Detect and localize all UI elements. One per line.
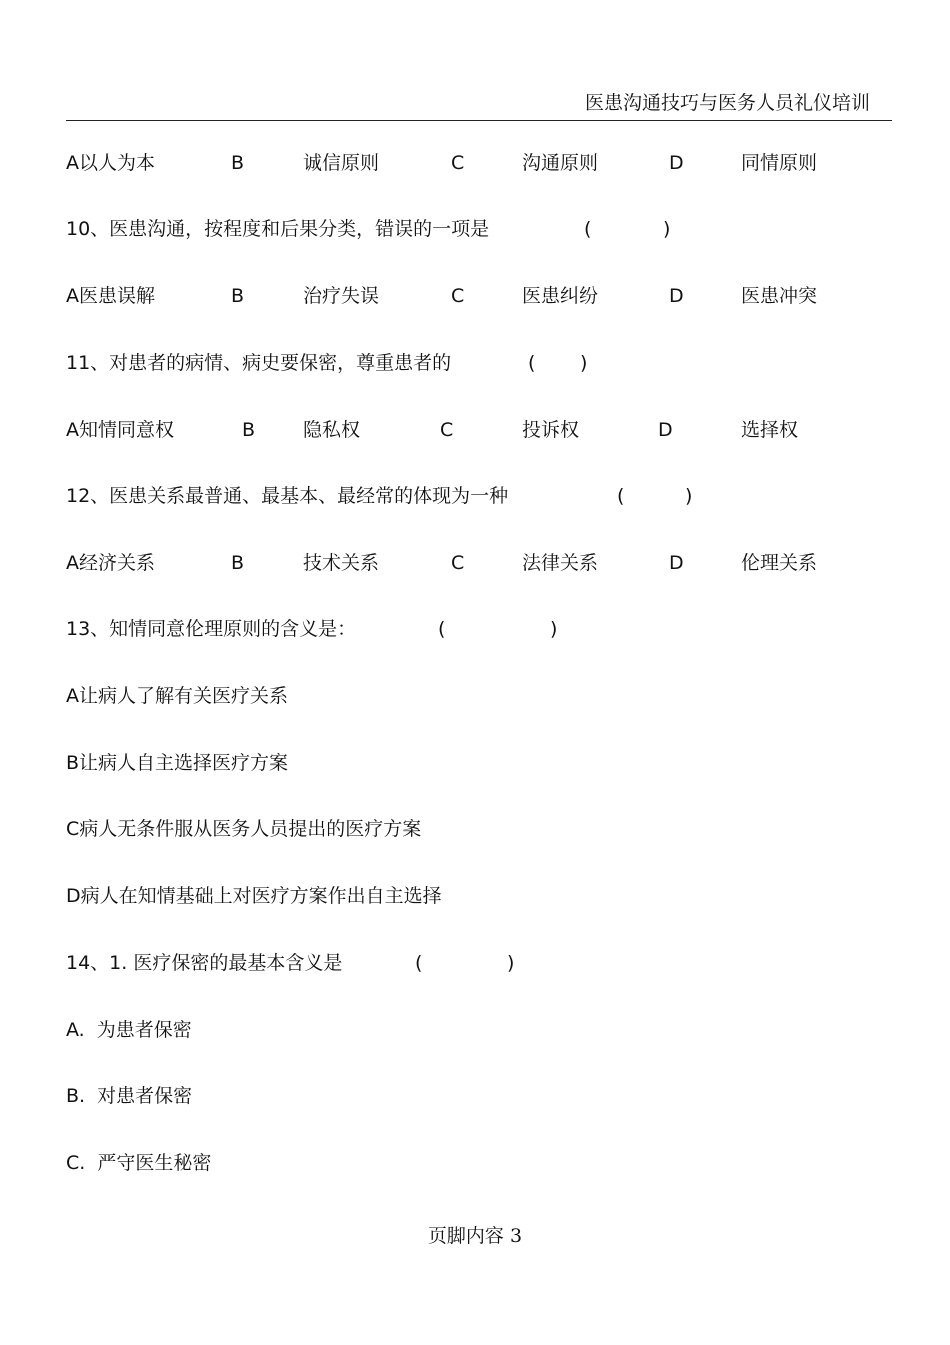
option-d-letter: D <box>669 552 684 574</box>
option-b-text: 诚信原则 <box>303 152 380 174</box>
q10-paren-close: ) <box>663 218 671 240</box>
q13-option-b: B让病人自主选择医疗方案 <box>66 752 289 774</box>
page-header-title: 医患沟通技巧与医务人员礼仪培训 <box>584 92 870 114</box>
option-d-text: 伦理关系 <box>741 552 818 574</box>
q13-option-a: A让病人了解有关医疗关系 <box>66 685 288 707</box>
q11-paren-close: ) <box>580 352 588 374</box>
option-b-letter: B <box>231 152 245 174</box>
option-c-text: 投诉权 <box>522 419 580 441</box>
q12-paren-close: ) <box>685 485 693 507</box>
q13-paren-open: ( <box>438 618 446 640</box>
option-d-text: 选择权 <box>741 419 799 441</box>
header-divider <box>66 120 892 121</box>
q14-option-b: B. 对患者保密 <box>66 1085 193 1107</box>
option-c-letter: C <box>451 152 465 174</box>
question-13: 13、知情同意伦理原则的含义是： <box>66 618 357 640</box>
option-c-text: 沟通原则 <box>522 152 599 174</box>
q10-paren-open: ( <box>584 218 592 240</box>
option-b-text: 隐私权 <box>303 419 361 441</box>
option-b-letter: B <box>242 419 256 441</box>
option-a: A知情同意权 <box>66 419 174 441</box>
option-d-text: 医患冲突 <box>741 285 818 307</box>
page-footer: 页脚内容 3 <box>427 1225 523 1247</box>
option-c-letter: C <box>440 419 454 441</box>
q11-paren-open: ( <box>528 352 536 374</box>
option-c-letter: C <box>451 552 465 574</box>
option-c-text: 法律关系 <box>522 552 599 574</box>
option-b-letter: B <box>231 552 245 574</box>
option-d-letter: D <box>669 152 684 174</box>
q13-paren-close: ) <box>550 618 558 640</box>
q13-option-d: D病人在知情基础上对医疗方案作出自主选择 <box>66 885 442 907</box>
option-b-text: 技术关系 <box>303 552 380 574</box>
q14-option-c: C. 严守医生秘密 <box>66 1152 212 1174</box>
q14-option-a: A. 为患者保密 <box>66 1019 192 1041</box>
question-12: 12、医患关系最普通、最基本、最经常的体现为一种 <box>66 485 509 507</box>
option-d-letter: D <box>658 419 673 441</box>
question-11: 11、对患者的病情、病史要保密，尊重患者的 <box>66 352 452 374</box>
q13-option-c: C病人无条件服从医务人员提出的医疗方案 <box>66 818 422 840</box>
question-14: 14、1. 医疗保密的最基本含义是 <box>66 952 343 974</box>
question-10: 10、医患沟通，按程度和后果分类，错误的一项是 <box>66 218 490 240</box>
option-b-letter: B <box>231 285 245 307</box>
option-a: A经济关系 <box>66 552 155 574</box>
q14-paren-close: ) <box>507 952 515 974</box>
q14-paren-open: ( <box>415 952 423 974</box>
option-c-text: 医患纠纷 <box>522 285 599 307</box>
q12-paren-open: ( <box>617 485 625 507</box>
option-a: A医患误解 <box>66 285 155 307</box>
option-d-text: 同情原则 <box>741 152 818 174</box>
option-c-letter: C <box>451 285 465 307</box>
option-b-text: 治疗失误 <box>303 285 380 307</box>
option-d-letter: D <box>669 285 684 307</box>
option-a: A以人为本 <box>66 152 155 174</box>
